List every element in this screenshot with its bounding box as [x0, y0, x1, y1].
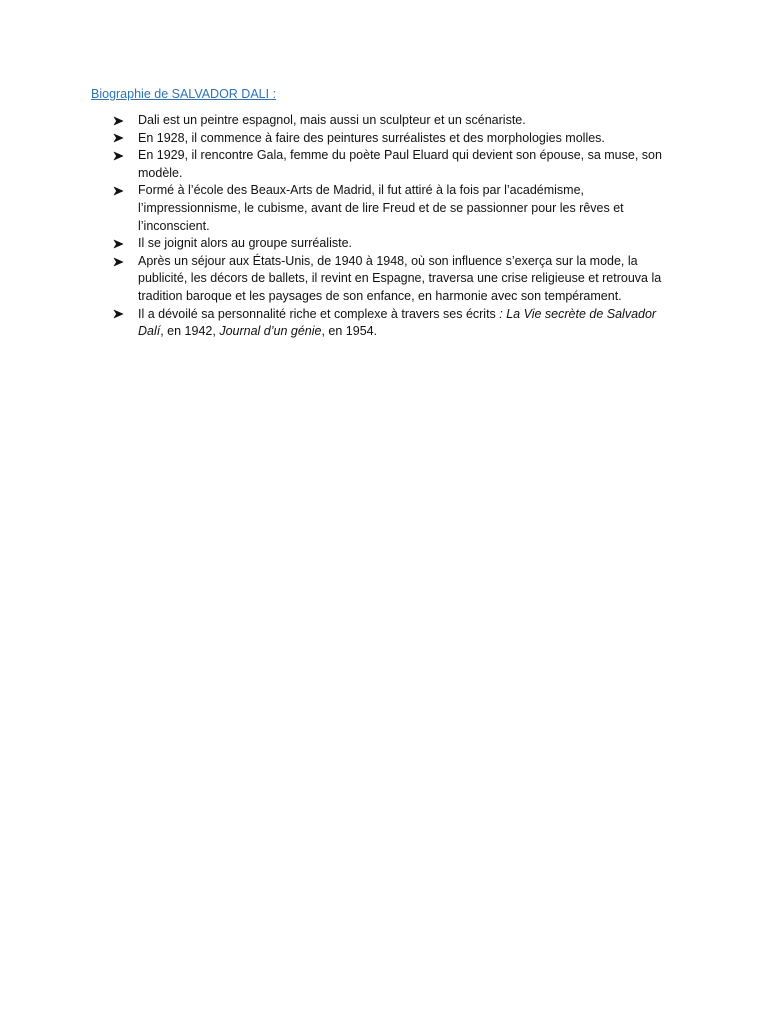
list-item	[113, 147, 683, 182]
list-item	[113, 182, 683, 235]
list-item	[113, 306, 683, 341]
book-title-journal-dun-genie: Journal d’un génie	[219, 324, 322, 339]
list-item-text: En 1928, il commence à faire des peintures surréalistes et des morphologies molles.	[138, 130, 605, 145]
list-item-text: Après un séjour aux États-Unis, de 1940 à 1948, où son influence s’exerça sur la mode, la publicité, les décors de ballets, il revint en Espagne, traversa une crise religieuse et retrouva la tradition baroque et les paysages de son enfance, en harmonie avec son tempérament.	[138, 253, 662, 303]
list-item-text-before: Il a dévoilé sa personnalité riche et complexe à travers ses écrits	[138, 306, 500, 321]
list-item-text: Formé à l’école des Beaux-Arts de Madrid, il fut attiré à la fois par l’académisme, l’impressionnisme, le cubisme, avant de lire Freud et de se passionner pour les rêves et l’inconscient.	[138, 183, 624, 233]
list-item-text-middle: , en 1942,	[160, 324, 220, 339]
document-heading: Biographie de SALVADOR DALI :	[91, 87, 277, 101]
arrowhead-bullet-icon	[113, 235, 127, 253]
arrowhead-bullet-icon	[113, 130, 127, 148]
list-item-text-after: , en 1954.	[321, 324, 378, 339]
list-item-text: En 1929, il rencontre Gala, femme du poète Paul Eluard qui devient son épouse, sa muse, son modèle.	[138, 148, 662, 180]
arrowhead-bullet-icon	[113, 147, 127, 165]
list-item-text	[138, 307, 656, 339]
list-item-text: Dali est un peintre espagnol, mais aussi un sculpteur et un scénariste.	[138, 113, 526, 127]
list-item-text: Il se joignit alors au groupe surréaliste.	[138, 236, 353, 251]
biography-list	[113, 112, 683, 341]
book-title-la-vie-secrete: : La Vie secrète de Salvador Dalí	[138, 306, 657, 339]
list-item	[113, 112, 683, 130]
list-item	[113, 130, 683, 148]
list-item	[113, 235, 683, 253]
arrowhead-bullet-icon	[113, 182, 127, 200]
arrowhead-bullet-icon	[113, 112, 127, 130]
arrowhead-bullet-icon	[113, 253, 127, 271]
arrowhead-bullet-icon	[113, 306, 127, 324]
list-item	[113, 253, 683, 306]
